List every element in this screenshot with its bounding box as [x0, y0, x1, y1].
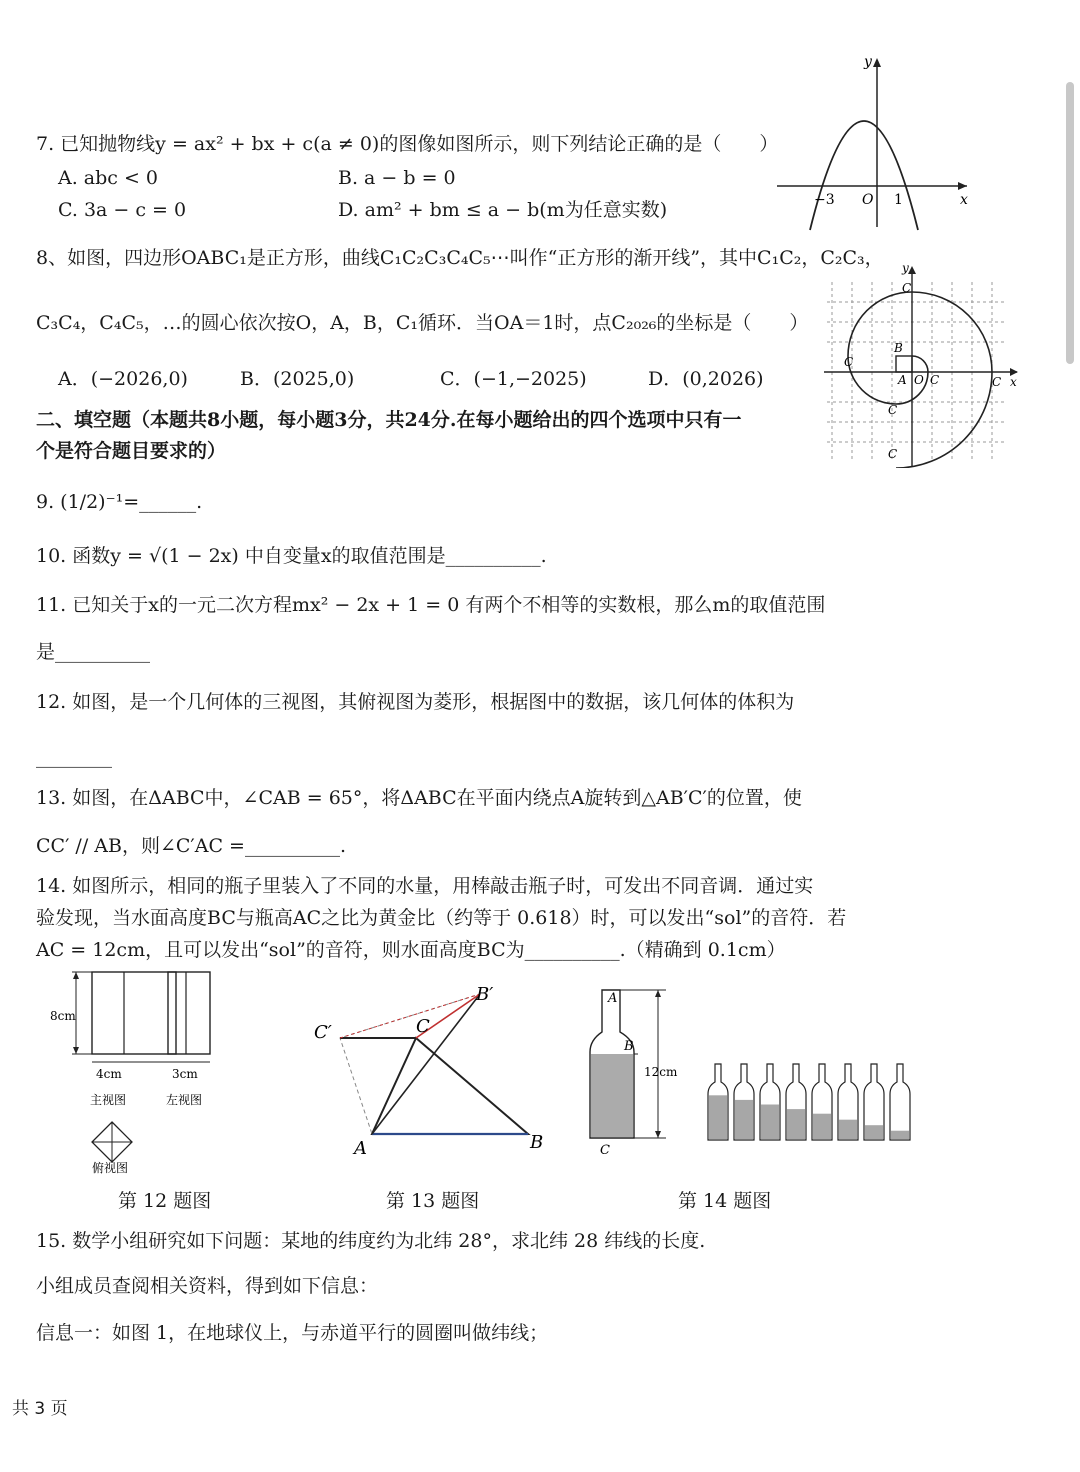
q7-one-label: 1: [894, 192, 903, 208]
fig12-width1-label: 4cm: [96, 1067, 122, 1081]
bottle-water: [787, 1109, 805, 1139]
fig13-caption: 第 13 题图: [386, 1190, 480, 1212]
fig12-caption: 第 12 题图: [118, 1190, 212, 1212]
page-footer: 共 3 页: [12, 1399, 68, 1419]
fig14-c-label: C: [600, 1143, 610, 1158]
q12-line1: 12. 如图，是一个几何体的三视图，其俯视图为菱形，根据图中的数据，该几何体的体积为: [36, 691, 795, 713]
q8-c5-label: C: [902, 281, 912, 295]
fig14-bottles-figure: [584, 982, 920, 1158]
section2-heading-line2: 个是符合题目要求的）: [36, 440, 227, 462]
fig12-front-view-label: 主视图: [90, 1093, 127, 1107]
q8-a-label: A: [898, 373, 907, 387]
q8-y-label: y: [902, 262, 909, 275]
q12-line2: ________: [36, 746, 112, 768]
q7-parabola-graph: [772, 52, 972, 232]
q7-y-label: y: [864, 54, 872, 70]
q8-b-label: B: [894, 341, 903, 355]
fig14-height-label: 12cm: [644, 1065, 678, 1079]
q8-option-d: D．(0,2026): [648, 368, 764, 390]
q15-line2: 小组成员查阅相关资料，得到如下信息：: [36, 1275, 379, 1297]
q8-option-a: A．(−2026,0): [58, 368, 188, 390]
q11-line2: 是__________: [36, 641, 151, 663]
q7-option-a: A. abc < 0: [58, 167, 159, 189]
q7-option-b: B. a − b = 0: [338, 167, 456, 189]
q8-line2: C₃C₄，C₄C₅，…的圆心依次按O，A，B，C₁循环．当OA＝1时，点C₂₀₂₆的坐标是（ ）: [36, 312, 809, 334]
q9-text: 9. (1/2)⁻¹=______.: [36, 491, 203, 513]
fig14-a-label: A: [608, 991, 618, 1006]
fig13-c-prime-label: C′: [314, 1022, 332, 1043]
bottle-water: [735, 1100, 753, 1139]
q8-c6-label: C: [888, 447, 898, 461]
bottle: [890, 1064, 910, 1140]
section2-heading-line1: 二、填空题（本题共8小题，每小题3分，共24分.在每小题给出的四个选项中只有一: [36, 409, 742, 431]
fig13-rotation-figure: [306, 976, 556, 1160]
q8-option-c: C．(−1,−2025): [440, 368, 587, 390]
q15-line3: 信息一：如图 1，在地球仪上，与赤道平行的圆圈叫做纬线；: [36, 1322, 549, 1344]
q7-stem: 7. 已知抛物线y = ax² + bx + c(a ≠ 0)的图像如图所示，则下列结论正确的是（ ）: [36, 133, 779, 155]
q11-line1: 11. 已知关于x的一元二次方程mx² − 2x + 1 = 0 有两个不相等的实数根，那么m的取值范围: [36, 594, 826, 616]
bottle-water: [709, 1095, 727, 1139]
q8-o-label: O: [914, 373, 924, 387]
q8-line1: 8、如图，四边形OABC₁是正方形，曲线C₁C₂C₃C₄C₅⋯叫作“正方形的渐开线”，其中C₁C₂，C₂C₃，: [36, 247, 884, 269]
fig13-b-prime-label: B′: [476, 984, 494, 1005]
q8-c3-label: C: [992, 375, 1002, 389]
fig12-left-view-label: 左视图: [166, 1093, 203, 1107]
bottle-water: [813, 1114, 831, 1139]
q10-text: 10. 函数y = √(1 − 2x) 中自变量x的取值范围是__________.: [36, 545, 547, 567]
fig13-a-label: A: [354, 1138, 367, 1159]
q8-option-b: B．(2025,0): [240, 368, 355, 390]
bottle-water: [761, 1105, 779, 1140]
q7-origin-label: O: [862, 192, 874, 208]
fig14-bottle-row: [708, 1064, 910, 1140]
q7-option-d: D. am² + bm ≤ a − b(m为任意实数): [338, 199, 668, 221]
q8-c2-label: C: [844, 355, 854, 369]
q14-line1: 14. 如图所示，相同的瓶子里装入了不同的水量，用棒敲击瓶子时，可发出不同音调．通过实: [36, 875, 814, 897]
q7-option-c: C. 3a − c = 0: [58, 199, 187, 221]
bottle-water: [839, 1120, 857, 1139]
bottle-water: [891, 1131, 909, 1139]
q7-x-label: x: [960, 192, 968, 208]
q8-x-label: x: [1010, 375, 1017, 389]
bottle-water: [865, 1125, 883, 1139]
fig14-caption: 第 14 题图: [678, 1190, 772, 1212]
fig12-width2-label: 3cm: [172, 1067, 198, 1081]
fig12-height-label: 8cm: [50, 1009, 76, 1023]
q14-line3: AC = 12cm，且可以发出“sol”的音符，则水面高度BC为__________.（精确到 0.1cm）: [36, 939, 786, 961]
q15-line1: 15. 数学小组研究如下问题：某地的纬度约为北纬 28°，求北纬 28 纬线的长度.: [36, 1230, 706, 1252]
scrollbar-thumb[interactable]: [1066, 82, 1074, 364]
q7-neg3-label: −3: [814, 192, 835, 208]
q8-c1-label: C: [930, 373, 940, 387]
fig13-c-label: C: [416, 1016, 430, 1037]
fig14-b-label: B: [624, 1039, 634, 1054]
q13-line2: CC′ // AB，则∠C′AC =__________.: [36, 835, 346, 857]
q13-line1: 13. 如图，在ΔABC中，∠CAB = 65°，将ΔABC在平面内绕点A旋转到△AB′C′的位置，使: [36, 787, 802, 809]
fig13-b-label: B: [530, 1132, 544, 1153]
q14-line2: 验发现，当水面高度BC与瓶高AC之比为黄金比（约等于 0.618）时，可以发出“sol”的音符．若: [36, 907, 847, 929]
q8-involute-figure: [822, 262, 1022, 468]
fig12-three-views: [46, 966, 226, 1178]
fig12-top-view-label: 俯视图: [92, 1161, 129, 1175]
q8-c4-label: C: [888, 403, 898, 417]
